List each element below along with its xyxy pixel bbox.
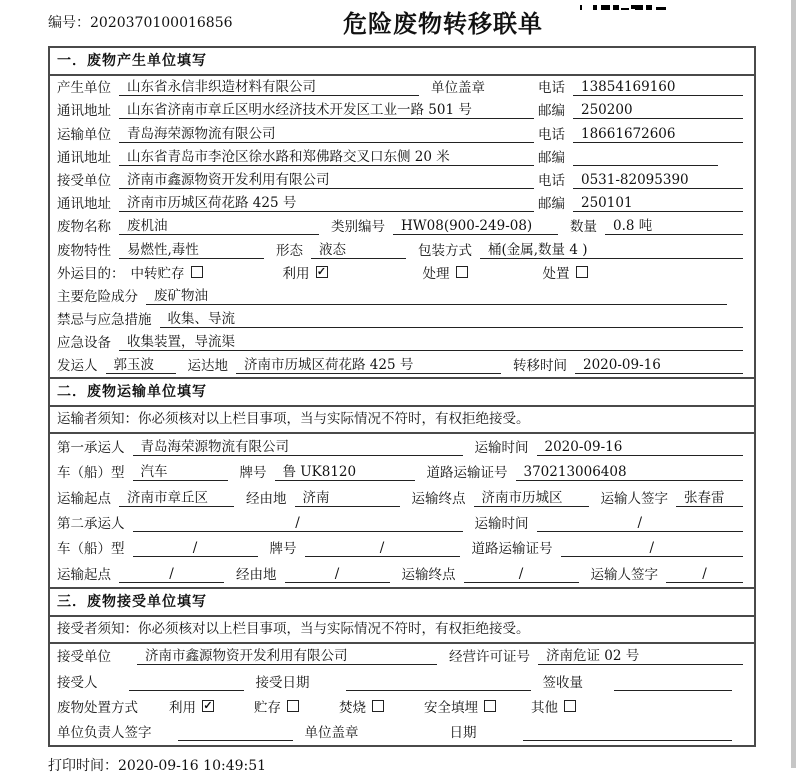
section-title: 二．废物运输单位填写 (50, 377, 754, 407)
checkbox-label: 处置 (542, 265, 570, 282)
field-value: 收集、导流 (160, 307, 744, 328)
doc-number-value: 2020370100016856 (90, 15, 233, 31)
producer-address-row (57, 99, 747, 122)
checkbox-box-icon (456, 266, 468, 278)
field-value (346, 674, 531, 691)
manifest-form (48, 46, 756, 747)
field-value: 郭玉波 (106, 353, 176, 374)
receiver-unit-row (57, 169, 747, 192)
field-label: 外运目的： (57, 265, 125, 282)
receiver-notice: 接受者须知：你必须核对以上栏目事项，当与实际情况不符时，有权拒绝接受。 (50, 617, 754, 644)
field-label: 车（船）型 (57, 465, 125, 482)
field-value: 山东省济南市章丘区明水经济技术开发区工业一路 501 号 (119, 98, 534, 119)
checkbox-label: 贮存 (254, 699, 281, 716)
checkbox-label: 中转贮存 (130, 265, 185, 282)
field-value: 山东省永信非织造材料有限公司 (119, 75, 419, 96)
checkbox-unchecked (424, 696, 496, 716)
field-value: 济南市鑫源物资开发利用有限公司 (137, 644, 437, 665)
field-value (573, 149, 718, 166)
checkbox-label: 安全填埋 (424, 699, 478, 716)
checkbox-box-icon (287, 700, 299, 712)
field-label: 类别编号 (331, 219, 385, 236)
waste-name-row (57, 215, 747, 238)
field-label: 产生单位 (57, 80, 111, 97)
field-value: 济南 (295, 486, 400, 507)
section-rows (50, 644, 754, 746)
field-value: 液态 (311, 238, 406, 259)
field-value: 汽车 (133, 460, 228, 481)
field-value: 青岛海荣源物流有限公司 (119, 122, 534, 143)
acceptor-row (57, 669, 747, 694)
field-label: 邮编 (538, 103, 565, 120)
field-value: / (133, 515, 463, 532)
field-value: 济南市历城区荷花路 425 号 (119, 191, 534, 212)
checkbox-checked (283, 262, 328, 282)
field-value: 250200 (573, 102, 743, 119)
checkbox-box-icon (372, 700, 384, 712)
route2-row (57, 561, 747, 586)
transporter-notice: 运输者须知：你必须核对以上栏目事项，当与实际情况不符时，有权拒绝接受。 (50, 407, 754, 434)
field-label: 运输终点 (411, 490, 466, 507)
field-label: 运输起点 (57, 566, 111, 583)
field-value: 易燃性,毒性 (119, 238, 264, 259)
qr-code-icon (580, 0, 668, 10)
field-label: 电话 (538, 126, 565, 143)
checkbox-label: 利用 (169, 699, 196, 716)
document-header (0, 0, 796, 46)
field-label: 接受单位 (57, 172, 111, 189)
field-label: 应急设备 (57, 335, 111, 352)
field-value: / (285, 566, 390, 583)
field-label: 主要危险成分 (57, 288, 138, 305)
field-value: 2020-09-16 (575, 357, 743, 374)
field-value: 0531-82095390 (573, 172, 743, 189)
hazard-component-row (57, 285, 747, 308)
checkbox-box-icon (484, 700, 496, 712)
section-receiver (50, 587, 754, 746)
field-label: 单位负责人签字 (57, 725, 152, 742)
checkbox-box-icon (564, 700, 576, 712)
field-value: 山东省青岛市李沧区徐水路和郑佛路交叉口东侧 20 米 (119, 145, 534, 166)
field-label: 道路运输证号 (471, 541, 553, 558)
field-label: 通讯地址 (57, 149, 111, 166)
transport-address-row (57, 146, 747, 169)
field-value: 收集装置，导流渠 (119, 330, 743, 351)
section-title: 三．废物接受单位填写 (50, 587, 754, 617)
field-label: 接受人 (57, 674, 98, 691)
field-label: 道路运输证号 (426, 465, 508, 482)
field-value: / (666, 566, 743, 583)
field-label: 运达地 (187, 358, 228, 375)
field-value: 济南危证 02 号 (538, 644, 743, 665)
checkbox-unchecked (339, 696, 384, 716)
checkbox-label: 焚烧 (339, 699, 366, 716)
field-value: / (119, 566, 224, 583)
field-value: 济南市历城区荷花路 425 号 (236, 353, 501, 374)
field-label: 包装方式 (418, 242, 472, 259)
field-label: 经由地 (236, 566, 277, 583)
field-value: 济南市鑫源物资开发利用有限公司 (119, 168, 534, 189)
field-label: 运输终点 (401, 566, 456, 583)
field-label: 邮编 (538, 196, 565, 213)
checkbox-label: 其他 (531, 699, 558, 716)
section-title: 一．废物产生单位填写 (50, 48, 754, 76)
field-label: 单位盖章 (431, 80, 485, 97)
transport-unit-row (57, 122, 747, 145)
field-value: / (305, 540, 460, 557)
section-rows (50, 434, 754, 586)
print-time-line (48, 755, 796, 775)
field-value: 250101 (573, 195, 743, 212)
field-label: 单位盖章 (304, 725, 359, 742)
field-value: 13854169160 (573, 79, 743, 96)
checkbox-unchecked (254, 696, 299, 716)
field-label: 废物处置方式 (57, 699, 138, 716)
field-label: 经由地 (246, 490, 287, 507)
checkbox-unchecked (543, 262, 588, 282)
field-value: 桶(金属,数量 4 ) (480, 238, 743, 259)
field-label: 运输起点 (57, 490, 111, 507)
signature-row (57, 720, 747, 745)
accept-unit-row (57, 644, 747, 669)
vehicle1-row (57, 460, 747, 485)
checkbox-label: 处理 (422, 265, 450, 282)
page-title: 危险废物转移联单 (343, 9, 543, 38)
carrier1-row (57, 434, 747, 459)
checkbox-box-icon (576, 266, 588, 278)
doc-number-label: 编号： (48, 15, 90, 31)
field-value: 济南市章丘区 (119, 486, 234, 507)
checkbox-checked (169, 696, 214, 716)
dispatch-row (57, 354, 747, 377)
field-value: 0.8 吨 (605, 214, 743, 235)
section-transporter (50, 377, 754, 586)
field-label: 发运人 (57, 358, 98, 375)
checkbox-unchecked (531, 696, 576, 716)
field-label: 邮编 (538, 149, 565, 166)
field-value: 370213006408 (516, 464, 744, 481)
scrollbar[interactable] (791, 0, 796, 768)
field-label: 接受日期 (255, 674, 310, 691)
field-label: 数量 (570, 219, 597, 236)
field-label: 牌号 (269, 541, 297, 558)
print-time-label: 打印时间： (48, 758, 118, 775)
field-value: / (133, 540, 258, 557)
field-value (129, 674, 244, 691)
emergency-equipment-row (57, 331, 747, 354)
field-value: / (537, 515, 744, 532)
field-label: 转移时间 (513, 358, 567, 375)
field-label: 运输人签字 (590, 566, 658, 583)
waste-property-row (57, 238, 747, 261)
field-label: 接受单位 (57, 649, 111, 666)
field-label: 通讯地址 (57, 103, 111, 120)
field-label: 通讯地址 (57, 196, 111, 213)
field-label: 废物特性 (57, 242, 111, 259)
print-time-value: 2020-09-16 10:49:51 (118, 758, 267, 775)
field-value (614, 674, 732, 691)
checkbox-box-icon: ✓ (203, 699, 213, 713)
field-label: 电话 (538, 172, 565, 189)
field-value: 张春雷 (676, 486, 743, 507)
field-label: 牌号 (239, 465, 267, 482)
field-label: 车（船）型 (57, 541, 125, 558)
field-label: 运输人签字 (600, 490, 668, 507)
vehicle2-row (57, 536, 747, 561)
checkbox-box-icon (191, 266, 203, 278)
field-label: 签收量 (542, 674, 583, 691)
field-label: 运输时间 (474, 439, 529, 456)
producer-unit-row (57, 76, 747, 99)
checkbox-box-icon: ✓ (316, 265, 327, 279)
field-label: 第二承运人 (57, 516, 125, 532)
checkbox-unchecked (423, 262, 468, 282)
field-label: 废物名称 (57, 219, 111, 236)
field-value (523, 724, 733, 741)
field-label: 形态 (276, 242, 303, 259)
field-value: 18661672606 (573, 126, 743, 143)
checkbox-unchecked (131, 262, 203, 282)
taboo-measures-row (57, 308, 747, 331)
field-label: 运输单位 (57, 126, 111, 143)
field-value: 济南市历城区 (474, 486, 589, 507)
field-label: 日期 (449, 725, 477, 742)
route1-row (57, 485, 747, 510)
field-value: 鲁 UK8120 (275, 460, 415, 481)
field-value: 2020-09-16 (537, 439, 744, 456)
field-value: 废矿物油 (146, 284, 727, 305)
field-label: 电话 (538, 80, 565, 97)
field-label: 经营许可证号 (449, 649, 530, 666)
receiver-address-row (57, 192, 747, 215)
field-label: 第一承运人 (57, 439, 125, 456)
section-producer (50, 48, 754, 377)
carrier2-row (57, 511, 747, 536)
field-value: / (561, 540, 744, 557)
disposal-method-row (57, 695, 747, 720)
section-rows (50, 76, 754, 377)
field-label: 运输时间 (474, 516, 529, 532)
field-value (178, 724, 293, 741)
field-value: 青岛海荣源物流有限公司 (133, 435, 463, 456)
field-label: 禁忌与应急措施 (57, 312, 152, 329)
field-value: HW08(900-249-08) (393, 218, 558, 235)
transfer-purpose-row (57, 262, 747, 285)
field-value: 废机油 (119, 214, 319, 235)
checkbox-label: 利用 (282, 265, 310, 282)
field-value: / (464, 566, 579, 583)
